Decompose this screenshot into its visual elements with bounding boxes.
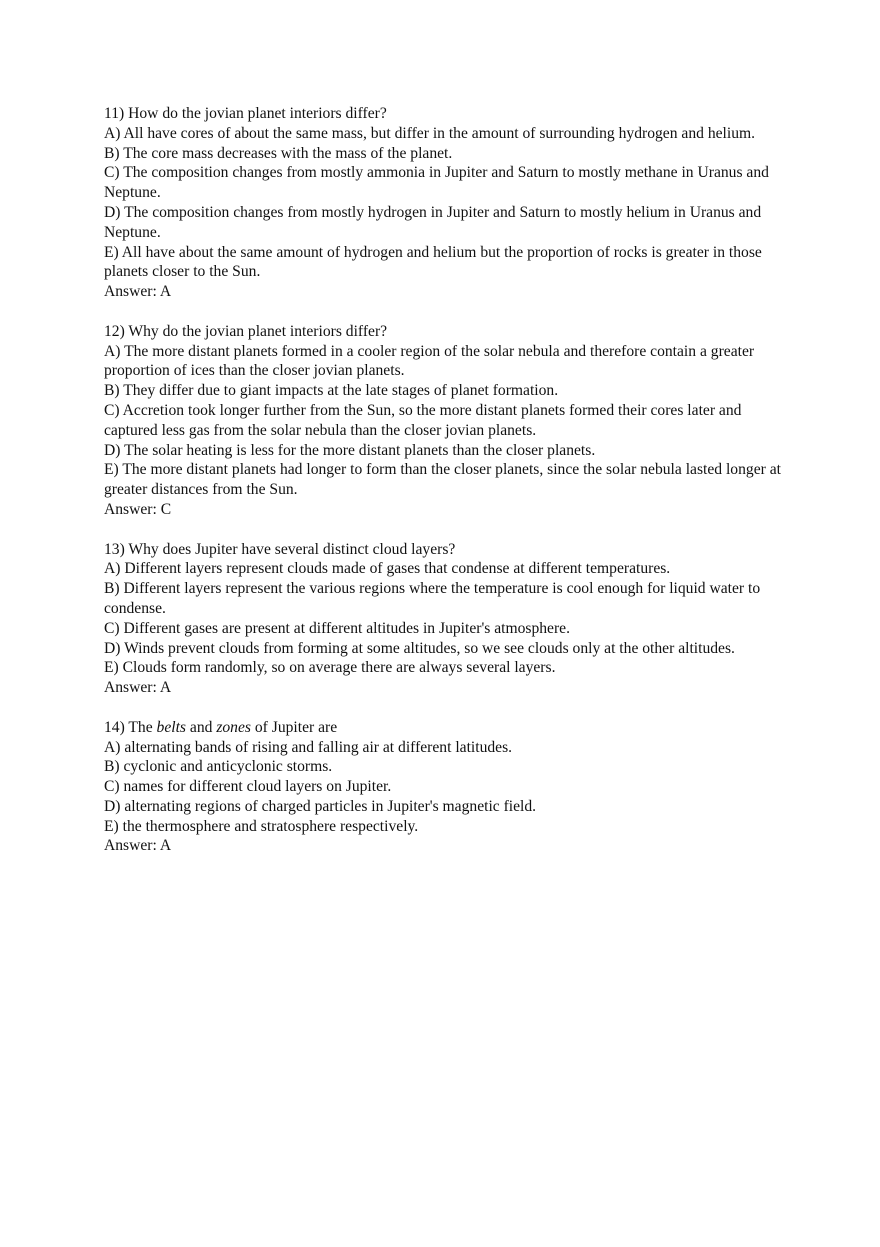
answer-key: Answer: C: [104, 500, 172, 518]
answer-option-d: D) alternating regions of charged particles in Jupiter's magnetic field.: [104, 797, 537, 815]
question-prompt: 13) Why does Jupiter have several distinct cloud layers?: [104, 540, 456, 558]
answer-key: Answer: A: [104, 837, 172, 855]
prompt-text: and: [186, 718, 217, 736]
prompt-term-zones: zones: [216, 718, 251, 736]
prompt-text: of Jupiter are: [250, 718, 338, 736]
answer-option-a: A) All have cores of about the same mass, but differ in the amount of surrounding hydrogen and helium.: [104, 124, 756, 142]
answer-option-b: B) Different layers represent the various regions where the temperature is cool enough for liquid water to condense.: [104, 580, 761, 617]
answer-option-e: E) All have about the same amount of hydrogen and helium but the proportion of rocks is greater in those planets closer to the Sun.: [104, 243, 762, 281]
answer-option-c: C) Different gases are present at different altitudes in Jupiter's atmosphere.: [104, 619, 570, 637]
question-13: [104, 540, 794, 698]
answer-option-b: B) They differ due to giant impacts at the late stages of planet formation.: [104, 382, 559, 400]
answer-option-e: E) the thermosphere and stratosphere respectively.: [104, 817, 419, 835]
answer-option-a: A) The more distant planets formed in a cooler region of the solar nebula and therefore contain a greater proportion of ices than the closer jovian planets.: [104, 342, 755, 380]
answer-option-d: D) Winds prevent clouds from forming at some altitudes, so we see clouds only at the other altitudes.: [104, 639, 735, 657]
question-prompt: 11) How do the jovian planet interiors differ?: [104, 105, 387, 122]
document-page: [104, 104, 794, 876]
answer-option-a: A) Different layers represent clouds made of gases that condense at different temperatures.: [104, 560, 671, 578]
question-prompt: [104, 718, 794, 738]
answer-key: Answer: A: [104, 679, 172, 697]
answer-option-b: B) cyclonic and anticyclonic storms.: [104, 758, 333, 776]
answer-option-a: A) alternating bands of rising and falling air at different latitudes.: [104, 738, 513, 756]
question-11: [104, 104, 794, 302]
question-prompt: 12) Why do the jovian planet interiors differ?: [104, 322, 388, 340]
prompt-term-belts: belts: [156, 718, 186, 736]
answer-option-d: D) The composition changes from mostly hydrogen in Jupiter and Saturn to mostly helium in Uranus and Neptune.: [104, 203, 762, 241]
answer-option-c: C) names for different cloud layers on Jupiter.: [104, 778, 392, 796]
answer-option-e: E) Clouds form randomly, so on average there are always several layers.: [104, 659, 556, 677]
question-14: [104, 718, 794, 857]
question-12: [104, 322, 794, 520]
answer-option-e: E) The more distant planets had longer to form than the closer planets, since the solar nebula lasted longer at greater distances from the Sun.: [104, 461, 781, 499]
prompt-text: 14) The: [104, 718, 157, 736]
answer-option-b: B) The core mass decreases with the mass of the planet.: [104, 144, 453, 162]
answer-key: Answer: A: [104, 283, 172, 301]
answer-option-c: C) Accretion took longer further from the Sun, so the more distant planets formed their cores later and captured less gas from the solar nebula than the closer jovian planets.: [104, 401, 742, 439]
answer-option-d: D) The solar heating is less for the more distant planets than the closer planets.: [104, 441, 596, 459]
answer-option-c: C) The composition changes from mostly ammonia in Jupiter and Saturn to mostly methane in Uranus and Neptune.: [104, 164, 769, 202]
